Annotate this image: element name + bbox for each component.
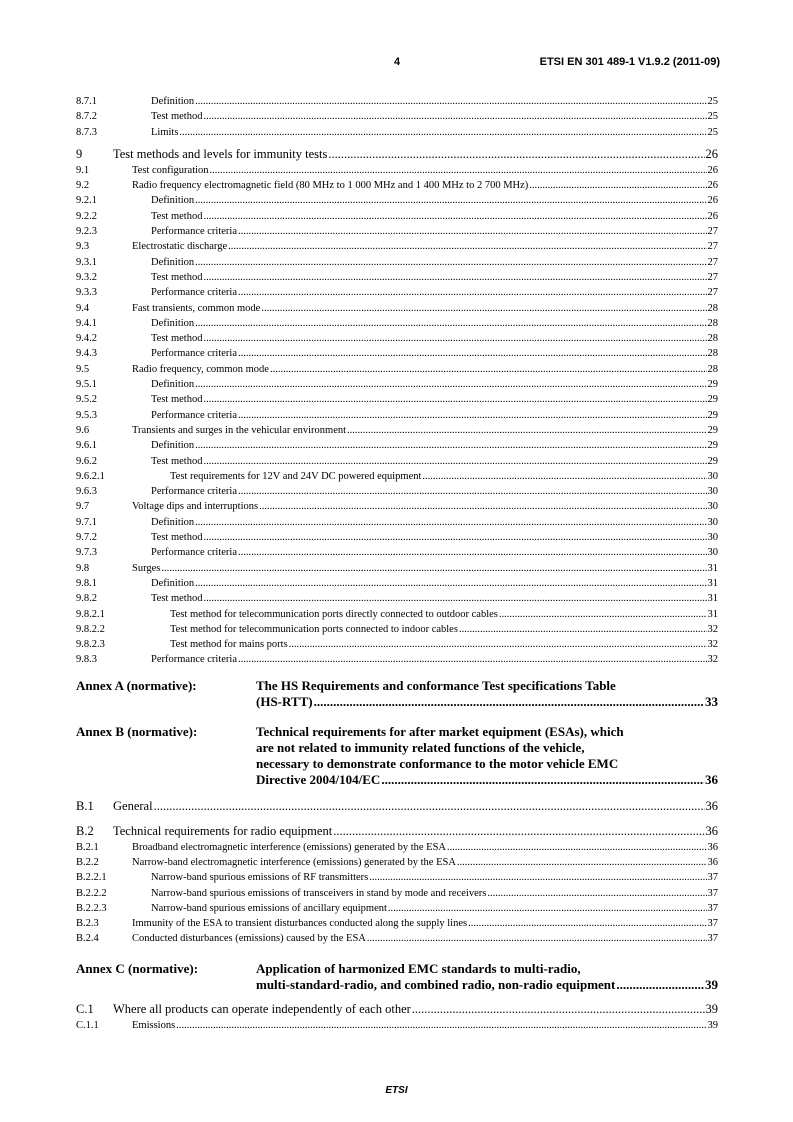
toc-entry-title: Limits bbox=[151, 125, 179, 140]
toc-entry-number: B.2.2 bbox=[76, 856, 99, 868]
toc-entry[interactable] bbox=[76, 163, 718, 178]
annex-label: Annex C (normative): bbox=[76, 960, 199, 976]
toc-entry-page: 27 bbox=[707, 224, 719, 239]
toc-entry-page: 29 bbox=[707, 377, 719, 392]
toc-entry-page: 31 bbox=[707, 561, 719, 576]
toc-entry[interactable] bbox=[76, 408, 718, 423]
toc-entry-title: Fast transients, common mode bbox=[132, 301, 261, 316]
toc-entry-page: 31 bbox=[707, 591, 719, 606]
toc-leader-dots bbox=[457, 855, 707, 870]
toc-entry-page: 36 bbox=[705, 823, 718, 838]
toc-leader-dots bbox=[238, 285, 707, 300]
toc-leader-dots bbox=[195, 193, 706, 208]
toc-entry-title: Where all products can operate independently of each other bbox=[113, 1001, 411, 1016]
toc-entry[interactable] bbox=[76, 346, 718, 361]
toc-entry[interactable] bbox=[76, 301, 718, 316]
toc-entry[interactable] bbox=[76, 530, 718, 545]
toc-entry-title: Narrow-band spurious emissions of transceivers in stand by mode and receivers bbox=[151, 886, 487, 901]
toc-entry-title: Conducted disturbances (emissions) caused by the ESA bbox=[132, 931, 367, 946]
toc-entry-number: 9.2.1 bbox=[76, 195, 97, 207]
toc-entry-number: 9.6.2.1 bbox=[76, 470, 105, 482]
toc-entry-title: Narrow-band electromagnetic interference (emissions) generated by the ESA bbox=[132, 855, 457, 870]
toc-leader-dots bbox=[333, 823, 704, 840]
toc-entry[interactable] bbox=[76, 576, 718, 591]
toc-entry[interactable] bbox=[76, 886, 718, 901]
table-of-contents bbox=[76, 94, 718, 1033]
annex-title-line: necessary to demonstrate conformance to the motor vehicle EMC bbox=[256, 755, 619, 771]
toc-leader-dots bbox=[238, 484, 707, 499]
toc-entry[interactable] bbox=[76, 423, 718, 438]
annex-label: Annex B (normative): bbox=[76, 723, 198, 739]
toc-entry-number: 9.7 bbox=[76, 501, 90, 513]
toc-annex-a[interactable] bbox=[76, 678, 718, 710]
toc-entry[interactable] bbox=[76, 362, 718, 377]
toc-leader-dots bbox=[238, 545, 707, 560]
toc-entry-number: 9.3.2 bbox=[76, 271, 97, 283]
toc-leader-dots bbox=[203, 109, 706, 124]
annex-title-last-line: multi-standard-radio, and combined radio, non-radio equipment bbox=[256, 976, 616, 992]
toc-entry-page: 29 bbox=[707, 438, 719, 453]
toc-entry-title: Performance criteria bbox=[151, 545, 238, 560]
toc-entry-page: 27 bbox=[707, 255, 719, 270]
toc-entry-title: Test method for telecommunication ports connected to indoor cables bbox=[170, 622, 459, 637]
toc-leader-dots bbox=[459, 622, 707, 637]
toc-entry-number: 9.8.1 bbox=[76, 577, 97, 589]
toc-entry-title: Test method bbox=[151, 209, 203, 224]
toc-entry[interactable] bbox=[76, 916, 718, 931]
toc-leader-dots bbox=[238, 652, 707, 667]
annex-title-line: The HS Requirements and conformance Test specifications Table bbox=[256, 677, 616, 693]
toc-entry-number: B.2.2.1 bbox=[76, 872, 107, 884]
toc-entry-title: Broadband electromagnetic interference (emissions) generated by the ESA bbox=[132, 840, 447, 855]
toc-entry-page: 37 bbox=[707, 901, 719, 916]
toc-entry-number: 8.7.2 bbox=[76, 111, 97, 123]
toc-entry-page: 29 bbox=[707, 454, 719, 469]
toc-entry-title: Definition bbox=[151, 515, 195, 530]
toc-entry-title: Definition bbox=[151, 193, 195, 208]
annex-label: Annex A (normative): bbox=[76, 677, 197, 693]
toc-entry-number: 9.3 bbox=[76, 241, 90, 253]
toc-entry-number: 9.2.2 bbox=[76, 210, 97, 222]
toc-entry-title: Test method bbox=[151, 109, 203, 124]
toc-entry-page: 32 bbox=[707, 637, 719, 652]
toc-leader-dots bbox=[314, 694, 704, 710]
page-number: 4 bbox=[394, 56, 401, 68]
toc-entry-number: 8.7.3 bbox=[76, 126, 97, 138]
toc-entry[interactable] bbox=[76, 901, 718, 916]
toc-entry-number: 9.8 bbox=[76, 562, 90, 574]
toc-leader-dots bbox=[203, 209, 706, 224]
toc-leader-dots bbox=[529, 178, 706, 193]
toc-entry-title: Radio frequency electromagnetic field (80 MHz to 1 000 MHz and 1 400 MHz to 2 700 MHz) bbox=[132, 178, 529, 193]
toc-entry-number: 9.7.1 bbox=[76, 516, 97, 528]
toc-entry-title: Test methods and levels for immunity tests bbox=[113, 146, 328, 161]
toc-entry[interactable] bbox=[76, 840, 718, 855]
toc-entry[interactable] bbox=[76, 239, 718, 254]
annex-page: 33 bbox=[705, 693, 718, 709]
toc-leader-dots bbox=[422, 469, 706, 484]
toc-entry-page: 36 bbox=[707, 840, 719, 855]
toc-entry-page: 30 bbox=[707, 484, 719, 499]
toc-leader-dots bbox=[176, 1018, 706, 1033]
toc-leader-dots bbox=[328, 146, 704, 163]
toc-entry[interactable] bbox=[76, 438, 718, 453]
toc-entry-page: 37 bbox=[707, 931, 719, 946]
toc-leader-dots bbox=[412, 1001, 705, 1018]
toc-entry[interactable] bbox=[76, 1018, 718, 1033]
toc-entry[interactable] bbox=[76, 561, 718, 576]
toc-entry-page: 26 bbox=[707, 178, 719, 193]
toc-entry-c-1[interactable] bbox=[76, 1001, 718, 1018]
toc-entry-page: 26 bbox=[707, 209, 719, 224]
toc-entry[interactable] bbox=[76, 392, 718, 407]
toc-annex-b[interactable] bbox=[76, 724, 718, 788]
toc-entry-page: 28 bbox=[707, 362, 719, 377]
toc-entry-page: 31 bbox=[707, 576, 719, 591]
toc-entry-page: 25 bbox=[707, 109, 719, 124]
toc-entry-number: 9.5.3 bbox=[76, 409, 97, 421]
toc-entry-title: Technical requirements for radio equipment bbox=[113, 823, 333, 838]
toc-entry-title: Narrow-band spurious emissions of ancillary equipment bbox=[151, 901, 388, 916]
toc-entry-number: 9.4 bbox=[76, 302, 90, 314]
toc-entry[interactable] bbox=[76, 316, 718, 331]
toc-leader-dots bbox=[369, 870, 706, 885]
toc-entry[interactable] bbox=[76, 94, 718, 109]
toc-entry-number: 9.8.2.1 bbox=[76, 608, 105, 620]
toc-entry-title: Test method bbox=[151, 454, 203, 469]
toc-entry-page: 32 bbox=[707, 622, 719, 637]
toc-entry-number: 9.8.2.2 bbox=[76, 623, 105, 635]
toc-leader-dots bbox=[259, 499, 706, 514]
toc-entry-title: Test method bbox=[151, 530, 203, 545]
toc-entry-page: 30 bbox=[707, 499, 719, 514]
toc-leader-dots bbox=[203, 331, 706, 346]
toc-entry-title: Performance criteria bbox=[151, 346, 238, 361]
toc-entry-section-9[interactable] bbox=[76, 146, 718, 163]
toc-entry-b-1[interactable] bbox=[76, 798, 718, 815]
toc-leader-dots bbox=[468, 916, 706, 931]
toc-entry-page: 32 bbox=[707, 652, 719, 667]
toc-entry-title: Immunity of the ESA to transient disturbances conducted along the supply lines bbox=[132, 916, 468, 931]
toc-entry[interactable] bbox=[76, 285, 718, 300]
toc-entry-page: 25 bbox=[707, 94, 719, 109]
toc-entry-page: 28 bbox=[707, 301, 719, 316]
toc-block-9 bbox=[76, 163, 718, 668]
toc-entry-title: Electrostatic discharge bbox=[132, 239, 228, 254]
toc-entry-page: 27 bbox=[707, 285, 719, 300]
toc-leader-dots bbox=[203, 530, 706, 545]
toc-entry-page: 36 bbox=[705, 798, 718, 813]
toc-entry-number: B.1 bbox=[76, 798, 94, 813]
toc-entry-title: Surges bbox=[132, 561, 161, 576]
toc-entry-title: Test configuration bbox=[132, 163, 210, 178]
toc-entry-number: 9.5.1 bbox=[76, 379, 97, 391]
toc-entry-page: 28 bbox=[707, 331, 719, 346]
toc-entry[interactable] bbox=[76, 331, 718, 346]
toc-entry[interactable] bbox=[76, 545, 718, 560]
toc-entry-title: Narrow-band spurious emissions of RF transmitters bbox=[151, 870, 369, 885]
toc-entry-page: 25 bbox=[707, 125, 719, 140]
toc-block-b-2 bbox=[76, 840, 718, 947]
toc-leader-dots bbox=[487, 886, 706, 901]
document-id: ETSI EN 301 489-1 V1.9.2 (2011-09) bbox=[539, 56, 720, 68]
toc-entry-page: 37 bbox=[707, 870, 719, 885]
toc-leader-dots bbox=[238, 224, 707, 239]
toc-entry[interactable] bbox=[76, 499, 718, 514]
footer-etsi-label: ETSI bbox=[385, 1085, 408, 1096]
toc-entry-title: Test requirements for 12V and 24V DC powered equipment bbox=[170, 469, 422, 484]
toc-entry-number: C.1.1 bbox=[76, 1019, 99, 1031]
toc-entry-title: Performance criteria bbox=[151, 652, 238, 667]
toc-leader-dots bbox=[270, 362, 707, 377]
toc-entry[interactable] bbox=[76, 178, 718, 193]
toc-leader-dots bbox=[210, 163, 707, 178]
toc-entry-title: Performance criteria bbox=[151, 408, 238, 423]
toc-entry-title: Performance criteria bbox=[151, 484, 238, 499]
toc-entry[interactable] bbox=[76, 125, 718, 140]
toc-entry-number: 9.2 bbox=[76, 180, 90, 192]
toc-entry-number: 9.6 bbox=[76, 424, 90, 436]
toc-entry-number: 9 bbox=[76, 146, 83, 161]
toc-entry-page: 30 bbox=[707, 515, 719, 530]
toc-entry-b-2[interactable] bbox=[76, 823, 718, 840]
annex-page: 39 bbox=[705, 976, 718, 992]
toc-entry[interactable] bbox=[76, 652, 718, 667]
toc-leader-dots bbox=[195, 377, 706, 392]
toc-entry-page: 30 bbox=[707, 530, 719, 545]
toc-entry-title: Test method for telecommunication ports directly connected to outdoor cables bbox=[170, 607, 499, 622]
toc-entry[interactable] bbox=[76, 270, 718, 285]
toc-entry-page: 39 bbox=[707, 1018, 719, 1033]
toc-leader-dots bbox=[195, 316, 706, 331]
annex-title-last-line: Directive 2004/104/EC bbox=[256, 771, 381, 787]
toc-entry-page: 31 bbox=[707, 607, 719, 622]
toc-block-c-1 bbox=[76, 1018, 718, 1033]
toc-entry[interactable] bbox=[76, 607, 718, 622]
toc-leader-dots bbox=[228, 239, 706, 254]
toc-entry[interactable] bbox=[76, 377, 718, 392]
toc-entry[interactable] bbox=[76, 224, 718, 239]
toc-entry[interactable] bbox=[76, 855, 718, 870]
toc-leader-dots bbox=[203, 454, 706, 469]
toc-entry-title: Performance criteria bbox=[151, 224, 238, 239]
toc-entry-page: 26 bbox=[707, 163, 719, 178]
toc-leader-dots bbox=[381, 772, 704, 788]
toc-entry-number: 9.8.2 bbox=[76, 593, 97, 605]
toc-entry-page: 27 bbox=[707, 270, 719, 285]
toc-entry-title: Definition bbox=[151, 576, 195, 591]
toc-entry-page: 29 bbox=[707, 392, 719, 407]
toc-leader-dots bbox=[195, 576, 706, 591]
toc-entry-number: B.2.4 bbox=[76, 933, 99, 945]
toc-leader-dots bbox=[367, 931, 707, 946]
toc-entry-page: 30 bbox=[707, 545, 719, 560]
toc-leader-dots bbox=[195, 255, 706, 270]
toc-entry[interactable] bbox=[76, 591, 718, 606]
toc-annex-c[interactable] bbox=[76, 961, 718, 993]
toc-entry-number: 9.1 bbox=[76, 164, 90, 176]
toc-entry-number: B.2.3 bbox=[76, 918, 99, 930]
toc-entry[interactable] bbox=[76, 622, 718, 637]
toc-entry-title: Test method bbox=[151, 270, 203, 285]
toc-entry-number: 8.7.1 bbox=[76, 96, 97, 107]
toc-entry-number: 9.4.2 bbox=[76, 333, 97, 345]
annex-title-line: are not related to immunity related functions of the vehicle, bbox=[256, 739, 585, 755]
toc-leader-dots bbox=[261, 301, 706, 316]
annex-title-line: Technical requirements for after market equipment (ESAs), which bbox=[256, 723, 624, 739]
toc-entry-title: Definition bbox=[151, 255, 195, 270]
toc-entry-title: Transients and surges in the vehicular environment bbox=[132, 423, 347, 438]
toc-entry-page: 30 bbox=[707, 469, 719, 484]
toc-entry-title: General bbox=[113, 798, 153, 813]
toc-leader-dots bbox=[179, 125, 706, 140]
toc-entry[interactable] bbox=[76, 209, 718, 224]
toc-entry-page: 29 bbox=[707, 423, 719, 438]
toc-leader-dots bbox=[195, 438, 706, 453]
toc-entry-title: Voltage dips and interruptions bbox=[132, 499, 259, 514]
toc-entry-number: 9.6.2 bbox=[76, 455, 97, 467]
toc-entry-page: 36 bbox=[707, 855, 719, 870]
toc-leader-dots bbox=[195, 515, 706, 530]
toc-entry-page: 26 bbox=[705, 146, 718, 161]
toc-leader-dots bbox=[289, 637, 707, 652]
toc-entry-title: Definition bbox=[151, 377, 195, 392]
toc-entry[interactable] bbox=[76, 515, 718, 530]
toc-entry-page: 29 bbox=[707, 408, 719, 423]
toc-leader-dots bbox=[499, 607, 707, 622]
annex-page: 36 bbox=[705, 771, 718, 787]
toc-block-8-7 bbox=[76, 94, 718, 140]
toc-leader-dots bbox=[616, 977, 704, 993]
toc-leader-dots bbox=[238, 408, 707, 423]
toc-leader-dots bbox=[161, 561, 706, 576]
toc-entry-title: Definition bbox=[151, 94, 195, 109]
toc-entry-title: Test method bbox=[151, 331, 203, 346]
toc-entry[interactable] bbox=[76, 469, 718, 484]
toc-leader-dots bbox=[203, 591, 706, 606]
toc-entry-number: 9.8.3 bbox=[76, 654, 97, 666]
toc-entry-page: 37 bbox=[707, 916, 719, 931]
toc-entry[interactable] bbox=[76, 193, 718, 208]
toc-entry-title: Definition bbox=[151, 316, 195, 331]
toc-entry-title: Definition bbox=[151, 438, 195, 453]
toc-entry-number: 9.8.2.3 bbox=[76, 639, 105, 651]
toc-leader-dots bbox=[203, 270, 706, 285]
toc-entry-number: 9.4.1 bbox=[76, 317, 97, 329]
toc-entry-page: 37 bbox=[707, 886, 719, 901]
toc-entry-page: 28 bbox=[707, 316, 719, 331]
toc-entry-number: 9.5.2 bbox=[76, 394, 97, 406]
toc-entry-page: 28 bbox=[707, 346, 719, 361]
toc-leader-dots bbox=[238, 346, 707, 361]
toc-entry[interactable] bbox=[76, 637, 718, 652]
toc-entry-number: 9.7.3 bbox=[76, 547, 97, 559]
toc-entry-number: 9.6.3 bbox=[76, 486, 97, 498]
toc-leader-dots bbox=[347, 423, 706, 438]
toc-entry-title: Test method bbox=[151, 591, 203, 606]
toc-entry-page: 26 bbox=[707, 193, 719, 208]
toc-leader-dots bbox=[195, 94, 706, 109]
toc-entry[interactable] bbox=[76, 484, 718, 499]
toc-entry-number: 9.2.3 bbox=[76, 226, 97, 238]
toc-entry[interactable] bbox=[76, 255, 718, 270]
toc-entry-title: Performance criteria bbox=[151, 285, 238, 300]
toc-entry-page: 27 bbox=[707, 239, 719, 254]
toc-entry-title: Emissions bbox=[132, 1018, 176, 1033]
annex-title-last-line: (HS-RTT) bbox=[256, 693, 313, 709]
toc-leader-dots bbox=[388, 901, 707, 916]
toc-leader-dots bbox=[447, 840, 706, 855]
toc-entry-number: B.2.2.2 bbox=[76, 887, 107, 899]
toc-entry-number: 9.7.2 bbox=[76, 532, 97, 544]
toc-entry-number: B.2 bbox=[76, 823, 94, 838]
toc-entry-number: C.1 bbox=[76, 1001, 94, 1016]
toc-entry[interactable] bbox=[76, 931, 718, 946]
toc-entry-number: B.2.1 bbox=[76, 841, 99, 853]
toc-entry-number: 9.6.1 bbox=[76, 440, 97, 452]
toc-entry-number: B.2.2.3 bbox=[76, 902, 107, 914]
toc-leader-dots bbox=[154, 798, 705, 815]
toc-entry-title: Test method for mains ports bbox=[170, 637, 289, 652]
toc-entry[interactable] bbox=[76, 870, 718, 885]
toc-entry-number: 9.3.3 bbox=[76, 287, 97, 299]
toc-entry[interactable] bbox=[76, 109, 718, 124]
toc-leader-dots bbox=[203, 392, 706, 407]
toc-entry-number: 9.5 bbox=[76, 363, 90, 375]
toc-entry-title: Radio frequency, common mode bbox=[132, 362, 270, 377]
annex-title-line: Application of harmonized EMC standards to multi-radio, bbox=[256, 960, 581, 976]
toc-entry-page: 39 bbox=[705, 1001, 718, 1016]
toc-entry-title: Test method bbox=[151, 392, 203, 407]
toc-entry-number: 9.3.1 bbox=[76, 256, 97, 268]
toc-entry[interactable] bbox=[76, 454, 718, 469]
toc-entry-number: 9.4.3 bbox=[76, 348, 97, 360]
